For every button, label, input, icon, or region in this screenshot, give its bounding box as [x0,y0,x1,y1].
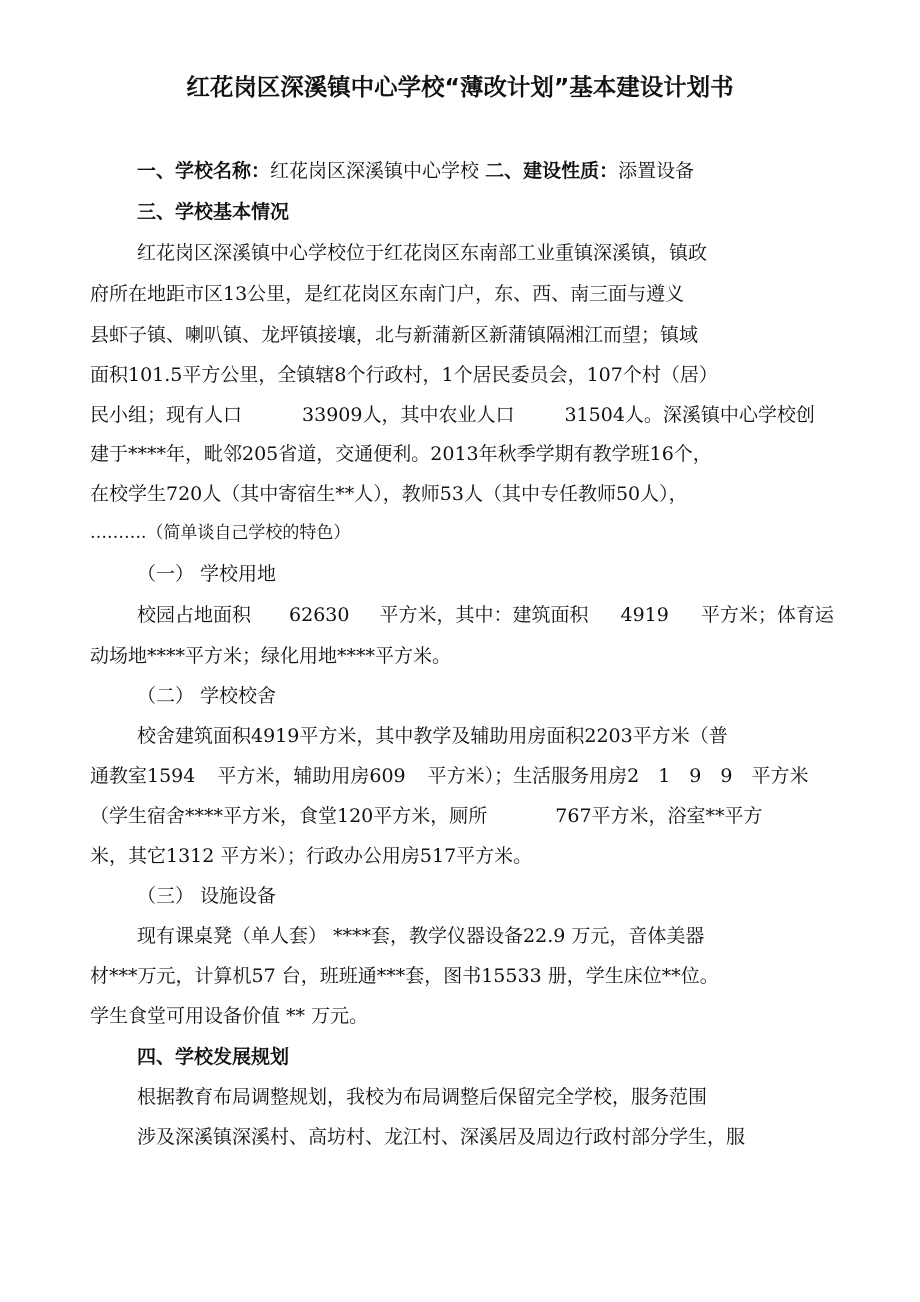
subsection-2-heading: （二） 学校校舍 [137,685,277,707]
auxiliary-area: 平方米，辅助用房609 [217,765,406,787]
building-area-label: 平方米，其中：建筑面积 [379,604,589,626]
intro-line-6: 建于****年，毗邻205省道，交通便利。2013年秋季学期有教学班16个， [90,443,712,465]
intro-line-5b: 33909人，其中农业人口 [302,404,515,426]
intro-line-3: 县虾子镇、喇叭镇、龙坪镇接壤，北与新蒲新区新蒲镇隔湘江而望；镇域 [90,324,699,346]
equipment-line-3: 学生食堂可用设备价值 ** 万元。 [90,1005,369,1027]
section-4-heading: 四、学校发展规划 [137,1046,290,1068]
toilet-bath-area: 767平方米，浴室**平方 [555,805,763,827]
dorm-canteen-toilet: （学生宿舍****平方米，食堂120平方米，厕所 [90,805,488,827]
plan-line-2: 涉及深溪镇深溪村、高坊村、龙江村、深溪居及周边行政村部分学生，服 [137,1126,746,1148]
building-area-value: 4919 [620,604,669,626]
equipment-line-2: 材***万元，计算机57 台，班班通***套，图书15533 册，学生床位**位。 [90,965,719,987]
intro-line-5c: 31504人。深溪镇中心学校创 [564,404,815,426]
intro-line-2: 府所在地距市区13公里，是红花岗区东南门户，东、西、南三面与遵义 [90,283,685,305]
school-name-value: 红花岗区深溪镇中心学校 [270,160,480,182]
plan-line-1: 根据教育布局调整规划，我校为布局调整后保留完全学校，服务范围 [137,1086,708,1108]
intro-line-8: ……….（简单谈自己学校的特色） [90,523,351,543]
document-title: 红花岗区深溪镇中心学校“薄改计划”基本建设计划书 [186,73,734,101]
land-area-value: 62630 [289,604,350,626]
subsection-1-heading: （一） 学校用地 [137,563,277,585]
subsection-3-heading: （三） 设施设备 [137,885,277,907]
school-name-label: 一、学校名称： [137,160,271,182]
construction-type-label: 二、建设性质： [485,160,619,182]
intro-line-7: 在校学生720人（其中寄宿生**人），教师53人（其中专任教师50人）， [90,483,688,505]
intro-line-4: 面积101.5平方公里，全镇辖8个行政村，1个居民委员会，107个村（居） [90,364,718,386]
building-line-1: 校舍建筑面积4919平方米，其中教学及辅助用房面积2203平方米（普 [137,725,728,747]
service-area: 平方米）；生活服务用房2 1 9 9 平方米 [427,765,809,787]
section-3-heading: 三、学校基本情况 [137,201,290,223]
intro-line-1: 红花岗区深溪镇中心学校位于红花岗区东南部工业重镇深溪镇，镇政 [137,242,708,264]
school-name-line [137,158,694,184]
land-area-label: 校园占地面积 [137,604,252,626]
construction-type-value: 添置设备 [618,160,695,182]
sports-area-label: 平方米；体育运 [700,604,834,626]
equipment-line-1: 现有课桌凳（单人套） ****套，教学仪器设备22.9 万元，音体美器 [137,925,705,947]
building-line-4: 米，其它1312 平方米）；行政办公用房517平方米。 [90,845,533,867]
land-line-1 [137,602,834,628]
building-line-2 [90,763,808,789]
land-line-2: 动场地****平方米；绿化用地****平方米。 [90,645,452,667]
building-line-3 [90,803,763,829]
classroom-area: 通教室1594 [90,765,196,787]
intro-line-5a: 民小组；现有人口 [90,404,243,426]
intro-line-5 [90,402,815,428]
